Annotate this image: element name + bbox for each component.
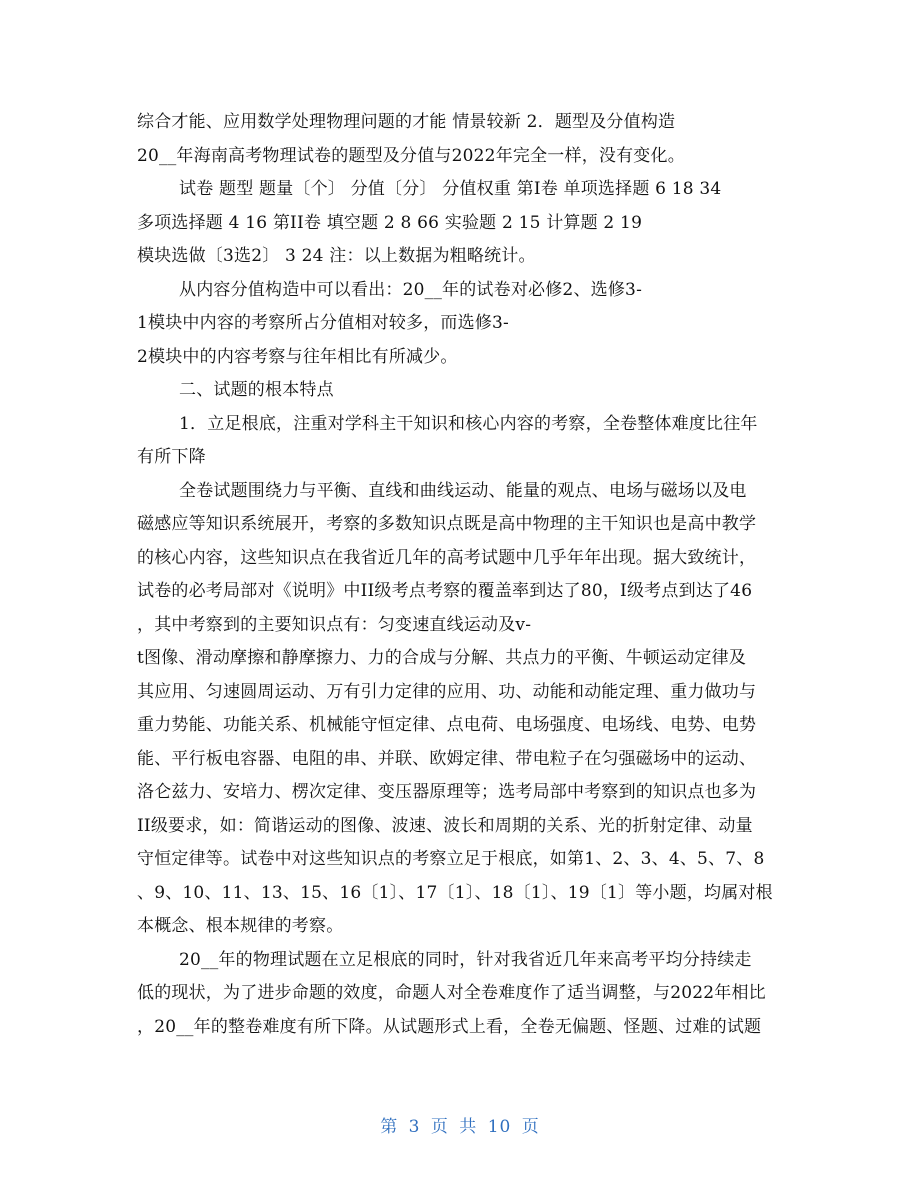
text-line: 有所下降 [137,447,206,467]
text-line: 试卷的必考局部对《说明》中II级考点考察的覆盖率到达了80，I级考点到达了46 [137,581,753,601]
text-line: 20__年的物理试题在立足根底的同时，针对我省近几年来高考平均分持续走 [179,949,752,970]
footer-prefix: 第 [380,1117,399,1137]
text-line: 1．立足根底，注重对学科主干知识和核心内容的考察，全卷整体难度比往年 [179,413,758,434]
text-line: 的核心内容，这些知识点在我省近几年的高考试题中几乎年年出现。据大致统计， [137,547,757,568]
footer-total-prefix: 共 [459,1117,478,1137]
text-line: ，其中考察到的主要知识点有：匀变速直线运动及v- [137,614,532,635]
text-line: 磁感应等知识系统展开，考察的多数知识点既是高中物理的主干知识也是高中教学 [137,514,757,534]
text-line: 低的现状，为了进步命题的效度，命题人对全卷难度作了适当调整，与2022年相比 [137,983,766,1003]
text-line: t图像、滑动摩擦和静摩擦力、力的合成与分解、共点力的平衡、牛顿运动定律及 [137,648,747,668]
text-line: 综合才能、应用数学处理物理问题的才能 情景较新 2．题型及分值构造 [137,112,676,132]
text-line: 洛仑兹力、安培力、楞次定律、变压器原理等；选考局部中考察到的知识点也多为 [137,782,757,802]
footer-page-word: 页 [430,1117,449,1137]
text-line: 守恒定律等。试卷中对这些知识点的考察立足于根底，如第1、2、3、4、5、7、8 [137,849,765,869]
text-line: 2模块中的内容考察与往年相比有所减少。 [137,346,458,367]
text-line: ，20__年的整卷难度有所下降。从试题形式上看，全卷无偏题、怪题、过难的试题 [137,1016,762,1037]
text-line: 20__年海南高考物理试卷的题型及分值与2022年完全一样，没有变化。 [137,145,685,166]
text-line: 重力势能、功能关系、机械能守恒定律、点电荷、电场强度、电场线、电势、电势 [137,715,757,735]
footer-total-pages: 10 [487,1117,512,1137]
page-footer [0,1112,920,1137]
footer-total-suffix: 页 [521,1117,540,1137]
document-body [137,106,797,1044]
text-line: 多项选择题 4 16 第II卷 填空题 2 8 66 实验题 2 15 计算题 2 19 [137,212,643,233]
text-line: 二、试题的根本特点 [179,380,334,400]
text-line: 本概念、根本规律的考察。 [137,916,344,936]
text-line: 能、平行板电容器、电阻的串、并联、欧姆定律、带电粒子在匀强磁场中的运动、 [137,748,757,769]
text-line: 1模块中内容的考察所占分值相对较多，而选修3- [137,313,509,333]
text-line: II级要求，如：简谐运动的图像、波速、波长和周期的关系、光的折射定律、动量 [137,815,753,836]
text-line: 全卷试题围绕力与平衡、直线和曲线运动、能量的观点、电场与磁场以及电 [179,480,747,501]
text-line: 其应用、匀速圆周运动、万有引力定律的应用、功、动能和动能定理、重力做功与 [137,681,757,702]
text-line: 、9、10、11、13、15、16〔1〕、17〔1〕、18〔1〕、19〔1〕等小题，均属对根 [137,882,773,903]
text-line: 试卷 题型 题量〔个〕 分值〔分〕 分值权重 第I卷 单项选择题 6 18 34 [179,179,722,199]
text-line: 模块选做〔3选2〕 3 24 注：以上数据为粗略统计。 [137,246,536,266]
text-line: 从内容分值构造中可以看出：20__年的试卷对必修2、选修3- [179,279,643,300]
footer-current-page: 3 [408,1117,421,1137]
